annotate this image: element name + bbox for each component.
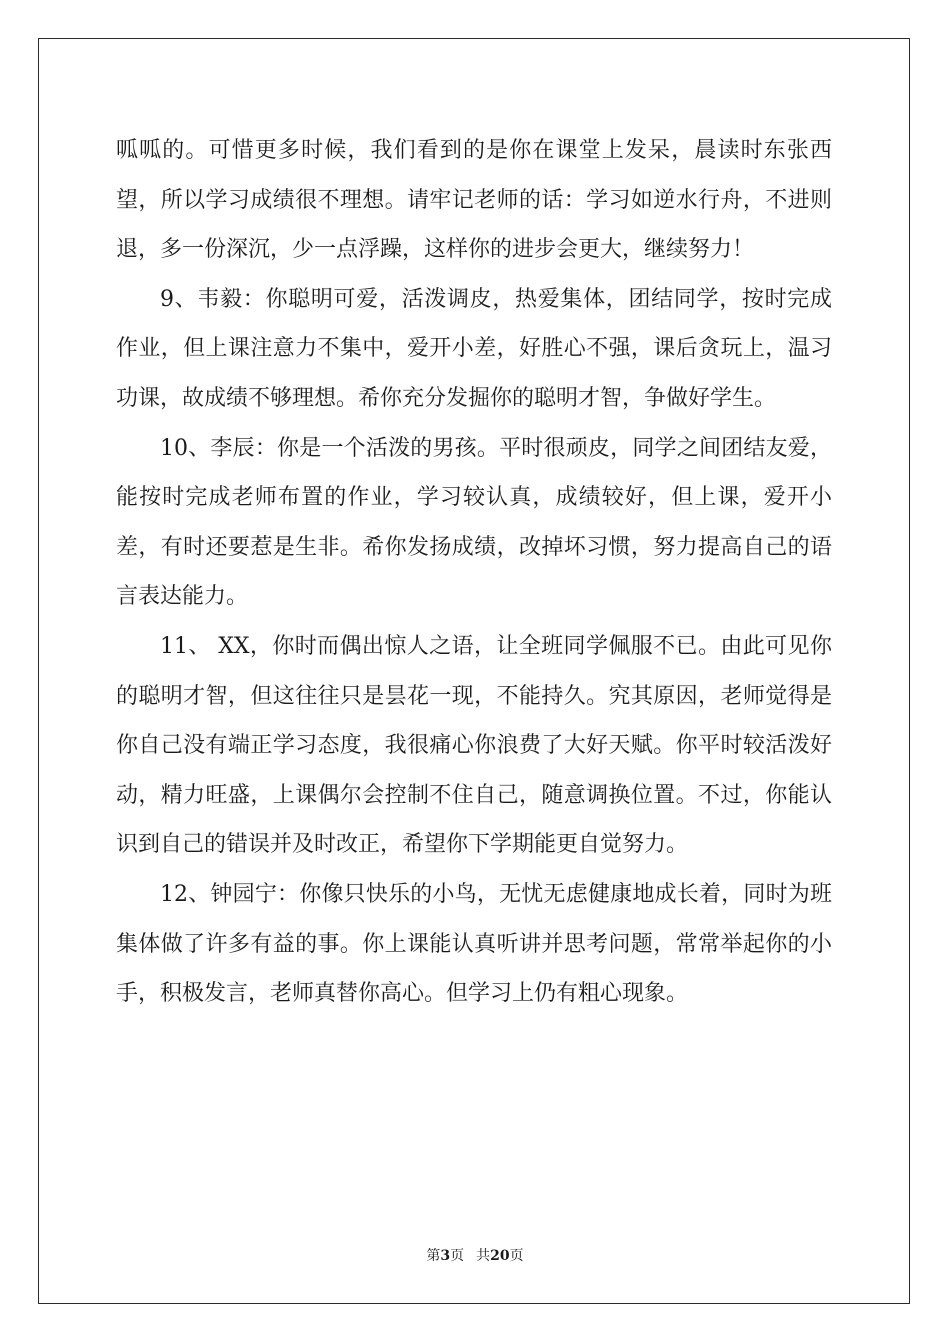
paragraph-continuation: 呱呱的。可惜更多时候，我们看到的是你在课堂上发呆，晨读时东张西望，所以学习成绩很不理想。请牢记老师的话：学习如逆水行舟，不进则退，多一份深沉，少一点浮躁，这样你的进步会更大，继续努力！ — [116, 138, 832, 263]
total-pages: 20 — [490, 1248, 510, 1264]
document-body — [116, 126, 832, 1019]
paragraph-comment-10: 10、李辰：你是一个活泼的男孩。平时很顽皮，同学之间团结友爱，能按时完成老师布置的作业，学习较认真，成绩较好，但上课，爱开小差，有时还要惹是生非。希你发扬成绩，改掉坏习惯，努力提高自己的语言表达能力。 — [116, 435, 832, 610]
paragraph-comment-11: 11、 XX，你时而偶出惊人之语，让全班同学佩服不已。由此可见你的聪明才智，但这往往只是昙花一现，不能持久。究其原因，老师觉得是你自己没有端正学习态度，我很痛心你浪费了大好天赋。你平时较活泼好动，精力旺盛，上课偶尔会控制不住自己，随意调换位置。不过，你能认识到自己的错误并及时改正，希望你下学期能更自觉努力。 — [116, 633, 832, 858]
paragraph-comment-9: 9、韦毅：你聪明可爱，活泼调皮，热爱集体，团结同学，按时完成作业，但上课注意力不集中，爱开小差，好胜心不强，课后贪玩上，温习功课，故成绩不够理想。希你充分发掘你的聪明才智，争做好学生。 — [116, 286, 832, 411]
page-suffix: 页 — [450, 1248, 465, 1264]
page-number: 3 — [440, 1248, 451, 1264]
paragraph-comment-12: 12、钟园宁：你像只快乐的小鸟，无忧无虑健康地成长着，同时为班集体做了许多有益的事。你上课能认真听讲并思考问题，常常举起你的小手，积极发言，老师真替你高心。但学习上仍有粗心现象。 — [116, 881, 832, 1007]
total-prefix: 共 — [476, 1248, 491, 1264]
page-prefix: 第 — [426, 1248, 441, 1264]
page-footer — [0, 1245, 950, 1265]
total-suffix: 页 — [509, 1248, 524, 1264]
